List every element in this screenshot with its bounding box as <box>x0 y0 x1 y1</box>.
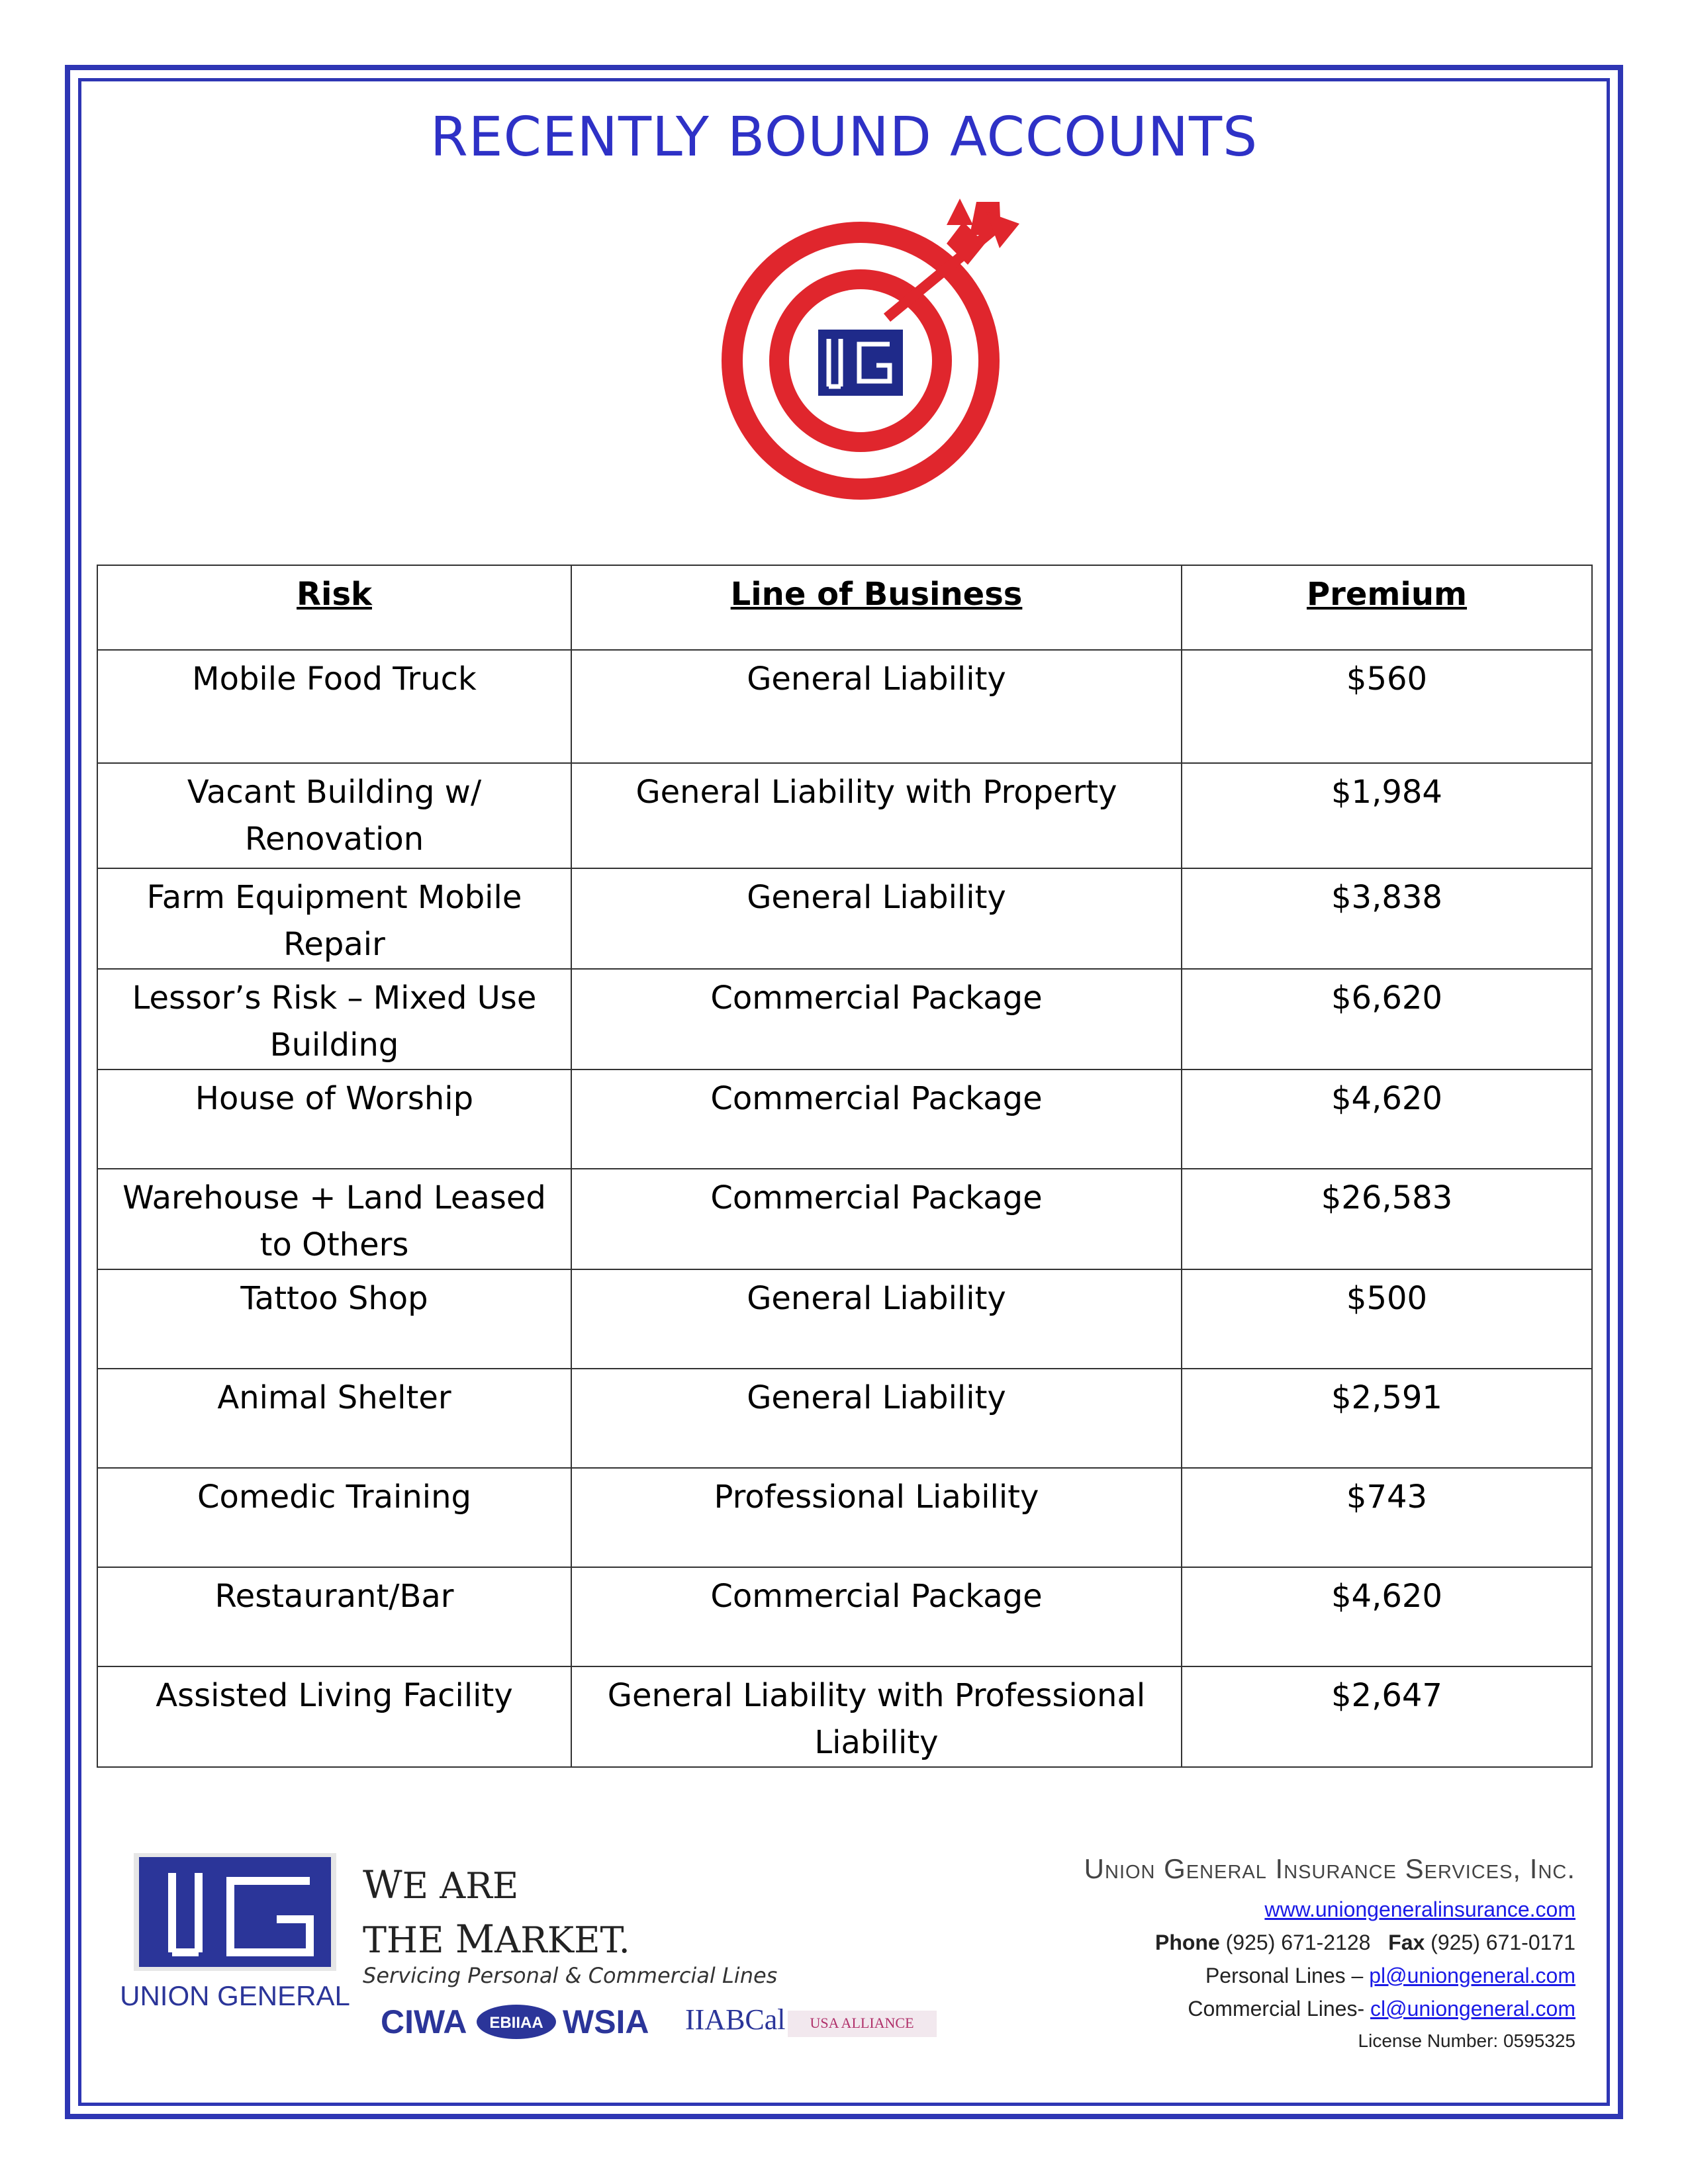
union-general-logo <box>119 1846 351 2019</box>
risk-cell: Farm Equipment Mobile Repair <box>97 868 571 969</box>
commercial-lines-label: Commercial Lines- <box>1188 1997 1365 2021</box>
table-row <box>97 1269 1592 1369</box>
company-name: Union General Insurance Services, Inc. <box>1084 1853 1575 1884</box>
target-logo-icon <box>708 185 1039 503</box>
header-line-of-business: Line of Business <box>571 565 1182 650</box>
svg-text:CIWA: CIWA <box>381 2003 467 2040</box>
table-row <box>97 763 1592 868</box>
risk-cell: Lessor’s Risk – Mixed Use Building <box>97 969 571 1069</box>
risk-cell: Animal Shelter <box>97 1369 571 1468</box>
website-link[interactable]: www.uniongeneralinsurance.com <box>1264 1897 1575 1921</box>
line-cell: Commercial Package <box>571 969 1182 1069</box>
personal-lines-email[interactable]: pl@uniongeneral.com <box>1369 1964 1575 1987</box>
commercial-lines-email[interactable]: cl@uniongeneral.com <box>1370 1997 1575 2021</box>
table-header-row <box>97 565 1592 650</box>
premium-cell: $500 <box>1182 1269 1592 1369</box>
line-cell: General Liability <box>571 868 1182 969</box>
svg-text:USA ALLIANCE: USA ALLIANCE <box>810 2015 914 2031</box>
premium-cell: $2,647 <box>1182 1666 1592 1767</box>
svg-text:WSIA: WSIA <box>563 2003 649 2040</box>
svg-text:EBIIAA: EBIIAA <box>489 2014 543 2032</box>
table-row <box>97 1666 1592 1767</box>
table-row <box>97 1369 1592 1468</box>
line-cell: Professional Liability <box>571 1468 1182 1567</box>
premium-cell: $2,591 <box>1182 1369 1592 1468</box>
line-cell: General Liability with Professional Liability <box>571 1666 1182 1767</box>
table-row <box>97 1468 1592 1567</box>
tagline: WE ARE THE MARKET. <box>363 1862 630 1962</box>
page-title: RECENTLY BOUND ACCOUNTS <box>430 106 1258 169</box>
header-risk: Risk <box>97 565 571 650</box>
risk-cell: Tattoo Shop <box>97 1269 571 1369</box>
line-cell: Commercial Package <box>571 1169 1182 1269</box>
phone-label: Phone <box>1154 1931 1220 1954</box>
risk-cell: Restaurant/Bar <box>97 1567 571 1666</box>
svg-text:IIABCal: IIABCal <box>685 2003 786 2036</box>
premium-cell: $6,620 <box>1182 969 1592 1069</box>
contact-block <box>1084 1853 1575 2057</box>
premium-cell: $26,583 <box>1182 1169 1592 1269</box>
line-cell: General Liability with Property <box>571 763 1182 868</box>
line-cell: General Liability <box>571 1369 1182 1468</box>
risk-cell: Warehouse + Land Leased to Others <box>97 1169 571 1269</box>
premium-cell: $1,984 <box>1182 763 1592 868</box>
line-cell: Commercial Package <box>571 1069 1182 1169</box>
table-row <box>97 969 1592 1069</box>
premium-cell: $4,620 <box>1182 1567 1592 1666</box>
table-row <box>97 1567 1592 1666</box>
phone-number: (925) 671-2128 <box>1225 1931 1371 1954</box>
risk-cell: Mobile Food Truck <box>97 650 571 763</box>
premium-cell: $560 <box>1182 650 1592 763</box>
risk-cell: Comedic Training <box>97 1468 571 1567</box>
fax-number: (925) 671-0171 <box>1430 1931 1575 1954</box>
premium-cell: $743 <box>1182 1468 1592 1567</box>
fax-label: Fax <box>1388 1931 1425 1954</box>
servicing-line: Servicing Personal & Commercial Lines <box>363 1963 778 1988</box>
table-row <box>97 868 1592 969</box>
association-logos <box>381 1999 937 2045</box>
accounts-table <box>97 565 1593 1768</box>
svg-text:UNION GENERAL: UNION GENERAL <box>120 1980 350 2011</box>
personal-lines-label: Personal Lines – <box>1205 1964 1364 1987</box>
license-number: License Number: 0595325 <box>1358 2030 1575 2051</box>
line-cell: General Liability <box>571 650 1182 763</box>
line-cell: Commercial Package <box>571 1567 1182 1666</box>
header-premium: Premium <box>1182 565 1592 650</box>
risk-cell: Assisted Living Facility <box>97 1666 571 1767</box>
premium-cell: $3,838 <box>1182 868 1592 969</box>
table-row <box>97 650 1592 763</box>
risk-cell: House of Worship <box>97 1069 571 1169</box>
line-cell: General Liability <box>571 1269 1182 1369</box>
table-row <box>97 1069 1592 1169</box>
table-row <box>97 1169 1592 1269</box>
risk-cell: Vacant Building w/ Renovation <box>97 763 571 868</box>
premium-cell: $4,620 <box>1182 1069 1592 1169</box>
